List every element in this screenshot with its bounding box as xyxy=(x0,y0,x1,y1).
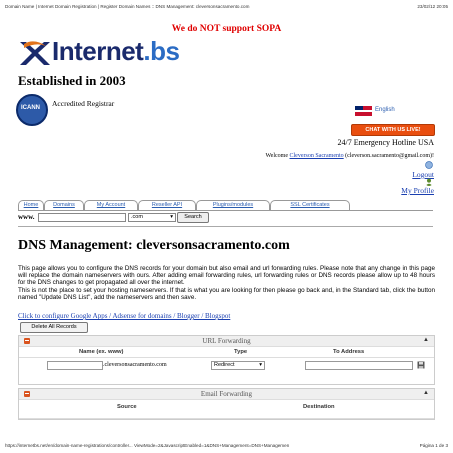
print-footer-page: Página 1 de 3 xyxy=(419,443,448,448)
caret-up-icon[interactable]: ▲ xyxy=(423,337,429,343)
url-forwarding-header[interactable] xyxy=(19,336,434,347)
tab-divider xyxy=(18,210,433,211)
logout-link[interactable]: Logout xyxy=(412,170,434,179)
domain-suffix: .cleversonsacramento.com xyxy=(103,362,167,368)
tab-ssl-certificates[interactable]: SSL Certificates xyxy=(270,200,350,210)
my-profile-link[interactable]: My Profile xyxy=(401,186,434,195)
chevron-down-icon: ▾ xyxy=(259,362,262,368)
logo-wordmark: Internet.bs xyxy=(52,36,180,66)
forward-address-input[interactable] xyxy=(305,361,413,370)
established-heading: Established in 2003 xyxy=(18,73,126,88)
www-prefix: www. xyxy=(18,213,35,221)
column-to-address: To Address xyxy=(333,349,365,355)
print-footer xyxy=(5,443,448,448)
user-name-link[interactable]: Cleverson Sacramento xyxy=(289,153,344,159)
tab-plugins-modules[interactable]: Plugins/modules xyxy=(196,200,270,210)
url-forwarding-title: URL Forwarding xyxy=(202,337,251,345)
search-button[interactable]: Search xyxy=(177,212,209,223)
page-description: This page allows you to configure the DNS records for your domain but also email and url forwarding rules. Please note that any change in this page will replace the domain nameservers with ours. After adding email forwarding rules, url forwarding rules or DNS records please allow up to 48 hours for the DNS changes to get propagated all over the internet. This is not the place to set your hosting nameservers. If that is what you are looking for then please go back and, in the Standard tab, click the button named "Update DNS List", add the nameservers and then save. xyxy=(18,265,435,301)
print-footer-url: https://internetbs.net/en/domain-name-registrations/controller... ViewMode=2&JavascriptEnabled=1&DNS+Management=DNS+Managemen xyxy=(5,443,290,448)
page-title: DNS Management: cleversonsacramento.com xyxy=(18,238,290,253)
accredited-registrar-label: Accredited Registrar xyxy=(52,99,115,108)
url-forwarding-row xyxy=(19,358,434,372)
welcome-message xyxy=(266,153,435,159)
icann-seal: ICANN xyxy=(16,94,48,126)
column-name: Name (ex. www) xyxy=(79,349,124,355)
tab-my-account[interactable]: My Account xyxy=(84,200,138,210)
url-forwarding-columns xyxy=(19,347,434,358)
forward-type-select[interactable]: Redirect ▾ xyxy=(211,361,265,370)
tld-select[interactable]: .com ▾ xyxy=(128,213,176,222)
emergency-hotline: 24/7 Emergency Hotline USA xyxy=(337,138,434,147)
column-destination: Destination xyxy=(303,404,335,410)
tab-reseller-api[interactable]: Reseller API xyxy=(138,200,196,210)
language-english-link[interactable]: English xyxy=(375,107,395,113)
internetbs-logo[interactable] xyxy=(18,38,178,68)
print-header-timestamp: 23/02/12 20:05 xyxy=(417,4,448,9)
sopa-banner: We do NOT support SOPA xyxy=(171,24,282,34)
email-forwarding-header[interactable] xyxy=(19,389,434,400)
forward-name-input[interactable] xyxy=(47,361,103,370)
caret-up-icon[interactable]: ▲ xyxy=(423,390,429,396)
print-header xyxy=(5,4,448,9)
user-icon xyxy=(425,178,433,186)
tab-domains[interactable]: Domains xyxy=(44,200,84,210)
email-forwarding-columns xyxy=(19,400,434,419)
print-header-title: Domain Name | Internet Domain Registration | Register Domain Names :: DNS Management: cleversonsacramento.com xyxy=(5,4,250,9)
chevron-down-icon: ▾ xyxy=(170,214,173,220)
google-apps-config-link[interactable]: Click to configure Google Apps / Adsense for domains / Blogger / Blogspot xyxy=(18,312,231,320)
email-forwarding-panel xyxy=(18,388,435,420)
uk-flag-icon[interactable] xyxy=(355,106,372,116)
save-disk-icon[interactable] xyxy=(417,361,425,369)
divider xyxy=(18,226,433,227)
user-email: (cleverson.sacramento@gmail.com)! xyxy=(345,153,434,159)
domain-search-input[interactable] xyxy=(38,213,126,222)
email-forwarding-title: Email Forwarding xyxy=(200,390,253,398)
delete-all-records-button[interactable]: Delete All Records xyxy=(20,322,88,333)
tab-home[interactable]: Home xyxy=(18,200,44,210)
logo-x-icon xyxy=(18,38,52,68)
live-chat-button[interactable]: CHAT WITH US LIVE! xyxy=(351,124,435,136)
column-source: Source xyxy=(117,404,137,410)
welcome-prefix: Welcome xyxy=(265,153,289,159)
column-type: Type xyxy=(234,349,248,355)
url-forwarding-panel xyxy=(18,335,435,385)
globe-icon xyxy=(425,161,433,169)
